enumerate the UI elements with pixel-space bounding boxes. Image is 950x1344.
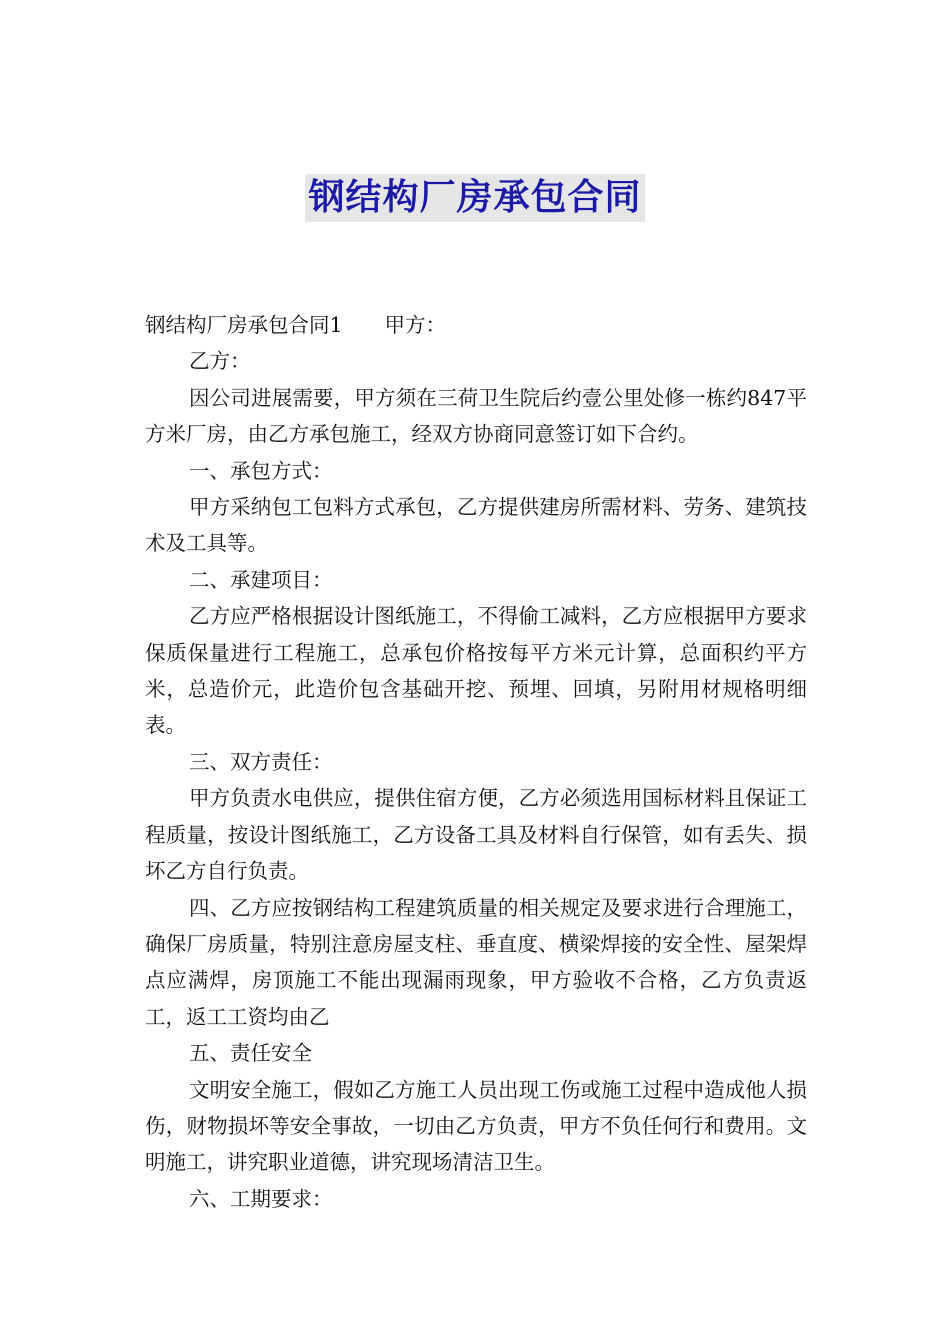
title-container	[0, 174, 950, 222]
paragraph-contract-method: 甲方采纳包工包料方式承包，乙方提供建房所需材料、劳务、建筑技术及工具等。	[145, 495, 807, 556]
paragraph-responsibilities: 甲方负责水电供应，提供住宿方便，乙方必须选用国标材料且保证工程质量，按设计图纸施工，乙方设备工具及材料自行保管，如有丢失、损坏乙方自行负责。	[145, 786, 807, 884]
heading-contract-method: 一、承包方式：	[189, 458, 333, 483]
paragraph-intro: 因公司进展需要，甲方须在三荷卫生院后约壹公里处修一栋约847平方米厂房，由乙方承包施工，经双方协商同意签订如下合约。	[145, 385, 807, 447]
heading-project: 二、承建项目：	[189, 567, 333, 592]
document-title: 钢结构厂房承包合同	[305, 174, 644, 222]
paragraph-safety: 文明安全施工，假如乙方施工人员出现工伤或施工过程中造成他人损伤，财物损坏等安全事故，一切由乙方负责，甲方不负任何行和费用。文明施工，讲究职业道德，讲究现场清洁卫生。	[145, 1077, 807, 1175]
paragraph-project: 乙方应严格根据设计图纸施工，不得偷工减料，乙方应根据甲方要求保质保量进行工程施工，总承包价格按每平方米元计算，总面积约平方米，总造价元，此造价包含基础开挖、预埋、回填，另附用材规格明细表。	[145, 604, 807, 738]
document-body	[145, 307, 807, 1217]
party-a-label: 甲方：	[384, 313, 447, 337]
party-b-label: 乙方：	[189, 349, 251, 374]
subtitle-line	[145, 307, 807, 343]
contract-subtitle: 钢结构厂房承包合同1	[145, 313, 343, 337]
paragraph-quality: 四、乙方应按钢结构工程建筑质量的相关规定及要求进行合理施工，确保厂房质量，特别注意房屋支柱、垂直度、横梁焊接的安全性、屋架焊点应满焊，房顶施工不能出现漏雨现象，甲方验收不合格，乙方负责返工，返工工资均由乙	[145, 895, 807, 1029]
heading-responsibilities: 三、双方责任：	[189, 749, 333, 774]
heading-schedule: 六、工期要求：	[189, 1186, 333, 1211]
heading-safety: 五、责任安全	[189, 1041, 312, 1066]
